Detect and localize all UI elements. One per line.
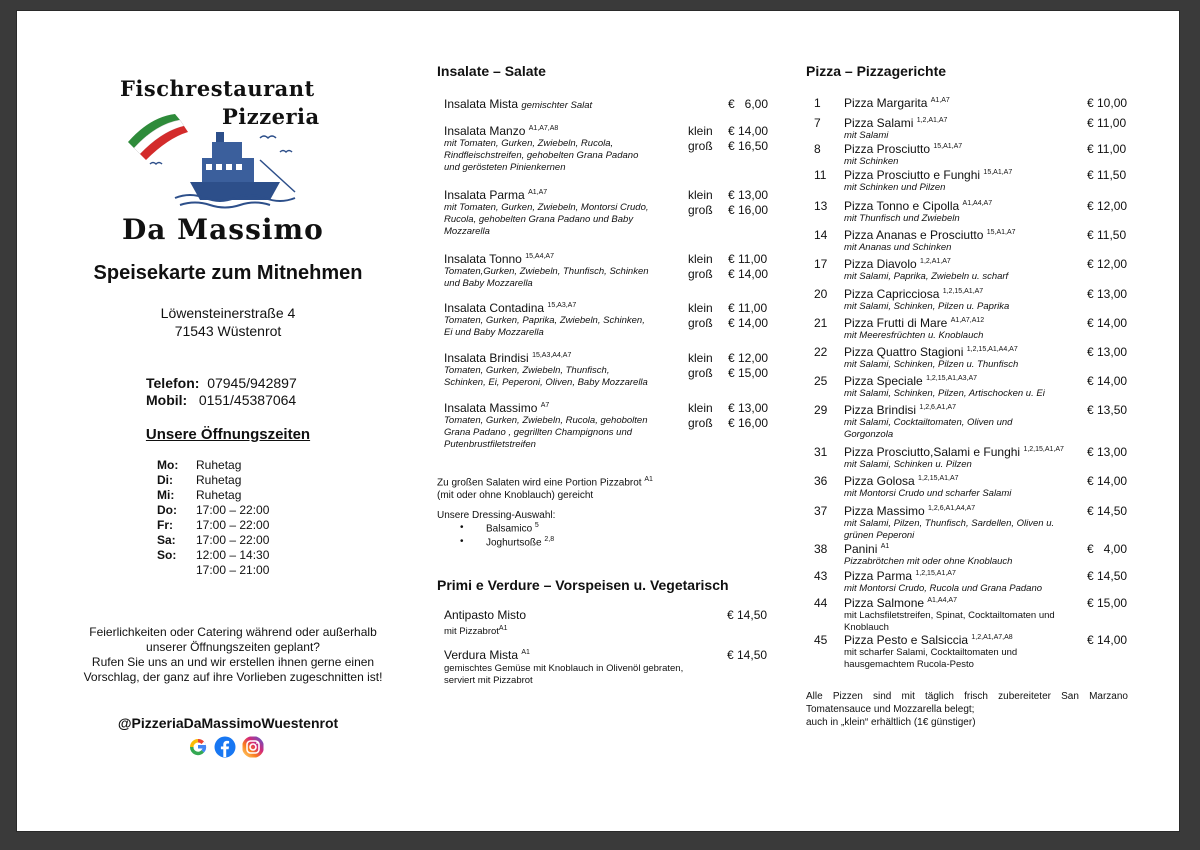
pizza-name-text: Pizza Salmone [844,596,925,610]
catering-line: unserer Öffnungszeiten geplant? [146,640,320,654]
item-name [444,97,592,111]
pizza-description-line: mit scharfer Salami, Cocktailtomaten und [844,647,1018,658]
hours-time: Ruhetag [196,488,242,502]
bread-note-text: Zu großen Salaten wird eine Portion Pizzabrot [437,477,642,489]
item-description-line: Rucola, gehobelten Grana Padano und Baby [444,214,634,225]
allergen-code: 1,2,6,A1,A7 [919,404,956,411]
pizza-description-line: Pizzabrötchen mit oder ohne Knoblauch [844,556,1013,567]
item-description-line: gemischtes Gemüse mit Knoblauch in Olivenöl gebraten, [444,663,684,674]
pizzas-title: Pizza – Pizzagerichte [806,63,947,79]
item-description-line: Tomaten, Gurken, Zwiebeln, Thunfisch, [444,365,610,376]
item-price: € 14,00 [728,316,769,330]
pizza-number: 20 [814,287,828,301]
item-description [444,623,507,638]
allergen-code: 15,A3,A7 [547,302,577,309]
pizza-description-line: mit Salami, Pilzen, Thunfisch, Sardellen, Oliven u. [844,518,1055,529]
item-description-line: Ei und Baby Mozzarella [444,327,544,338]
allergen-code: 15,A1,A7 [983,169,1013,176]
pizza-price: € 14,50 [1087,569,1128,583]
pizza-price: € 14,00 [1087,374,1128,388]
social-handle[interactable]: @PizzeriaDaMassimoWuestenrot [117,715,339,731]
item-description-line: Rindfleischstreifen, gehobelten Grana Padano [444,150,639,161]
catering-line: Feierlichkeiten oder Catering während oder außerhalb [89,625,377,639]
pizza-description [844,271,1084,283]
item-description-line: und Baby Mozzarella [444,278,533,289]
pizza-description [844,130,1084,142]
pizza-price: € 11,50 [1087,228,1127,242]
bread-note-text: (mit oder ohne Knoblauch) gereicht [437,490,594,502]
pizza-description [844,417,1084,441]
hours-day: Mo: [157,458,179,472]
size-label: groß [688,316,713,330]
size-label: klein [688,351,713,365]
footer-line: auch in „klein“ erhältlich (1€ günstiger) [806,717,976,728]
pizza-number: 14 [814,228,828,242]
starters-title: Primi e Verdure – Vorspeisen u. Vegetarisch [437,577,729,593]
allergen-code: A1 [521,649,530,656]
allergen-code: 1,2,15,A1,A3,A7 [926,375,978,382]
pizza-number: 45 [814,633,828,647]
phone-number[interactable]: 07945/942897 [207,375,297,391]
item-description [444,663,683,687]
bread-note [437,473,653,502]
pizza-description-line: grünen Peperoni [844,530,915,541]
pizza-name [844,228,1016,242]
hours-time: 17:00 – 21:00 [196,563,270,577]
pizza-description [844,488,1084,500]
dressing-name: Joghurtsoße [486,537,542,549]
item-description-line: Tomaten, Gurken, Paprika, Zwiebeln, Schinken, [444,315,645,326]
pizza-price: € 14,00 [1087,474,1128,488]
item-name-text: Verdura Mista [444,648,519,662]
pizza-number: 31 [814,445,828,459]
pizza-name-text: Pizza Prosciutto e Funghi [844,168,981,182]
size-label: groß [688,416,713,430]
item-price: € 16,50 [728,139,769,153]
pizza-number: 37 [814,504,828,518]
allergen-code: 1,2,15,A1,A4,A7 [966,346,1018,353]
pizza-name [844,633,1013,647]
item-price: € 6,00 [728,97,769,111]
item-name-text: Insalata Contadina [444,301,545,315]
item-description-line: Schinken, Ei, Peperoni, Oliven, Baby Mozzarella [444,377,648,388]
pizza-description [844,156,1084,168]
pizza-description-line: mit Salami, Schinken u. Pilzen [844,459,972,470]
hours-day: Sa: [157,533,176,547]
pizza-name [844,316,984,330]
pizza-name-text: Panini [844,542,878,556]
pizza-name-text: Pizza Brindisi [844,403,917,417]
allergen-code: A1 [644,476,653,483]
allergen-code: 1,2,6,A1,A4,A7 [928,505,976,512]
address-city: 71543 Wüstenrot [174,323,282,339]
bullet-icon: • [460,536,464,547]
item-description [444,315,645,339]
pizza-name [844,403,956,417]
item-inline-description: gemischter Salat [521,100,593,111]
item-description [444,202,649,238]
pizza-name-text: Pizza Speciale [844,374,923,388]
mobile-number[interactable]: 0151/45387064 [198,392,297,408]
pizza-description [844,301,1084,313]
item-name-text: Insalata Tonno [444,252,522,266]
page-title: Speisekarte zum Mitnehmen [93,262,363,284]
pizza-name [844,504,975,518]
allergen-code: 2,8 [544,536,555,543]
item-description-line: mit Tomaten, Gurken, Zwiebeln, Rucola, [444,138,614,149]
item-price: € 14,00 [728,124,769,138]
pizza-number: 36 [814,474,828,488]
dressing-name: Balsamico [486,523,533,535]
allergen-code: A1 [880,543,890,550]
item-name-text: Insalata Parma [444,188,525,202]
pizza-description-line: mit Montorsi Crudo, Rucola und Grana Padano [844,583,1043,594]
allergen-code: 15,A4,A7 [525,253,554,260]
allergen-code: 1,2,15,A1,A7 [1023,446,1064,453]
pizza-name-text: Pizza Capricciosa [844,287,940,301]
pizza-description-line: mit Meeresfrüchten u. Knoblauch [844,330,984,341]
pizza-description-line: mit Schinken und Pilzen [844,182,946,193]
pizza-number: 43 [814,569,828,583]
item-description [444,138,638,174]
bullet-icon: • [460,522,464,533]
dressing-title: Unsere Dressing-Auswahl: [437,510,556,521]
pizza-name [844,345,1018,359]
item-name [444,648,530,662]
item-description [444,415,648,451]
pizza-price: € 10,00 [1087,96,1128,110]
allergen-code: 1,2,15,A1,A7 [918,475,959,482]
pizza-name-text: Pizza Margarita [844,96,928,110]
pizza-number: 21 [814,316,828,330]
item-price: € 16,00 [728,416,769,430]
pizza-price: € 13,00 [1087,445,1128,459]
item-name [444,188,547,202]
footer-line: Alle Pizzen sind mit täglich frisch zubereiteter San Marzano [806,691,1128,702]
hours-time: 12:00 – 14:30 [196,548,270,562]
item-description-line: Tomaten,Gurken, Zwiebeln, Thunfisch, Schinken [444,266,649,277]
hours-time: 17:00 – 22:00 [196,518,270,532]
item-price: € 14,00 [728,267,769,281]
item-price: € 13,00 [728,401,769,415]
pizza-number: 22 [814,345,828,359]
item-description [444,365,648,389]
size-label: klein [688,124,713,138]
size-label: groß [688,366,713,380]
item-description-line: und gerösteten Pinienkernen [444,162,566,173]
pizza-price: € 12,00 [1087,199,1128,213]
phone-row: Telefon: 07945/942897 [146,375,297,391]
allergen-code: A1,A7 [528,189,548,196]
item-description-line: Grana Padano , gegrillten Champignons und [444,427,633,438]
size-label: groß [688,267,713,281]
item-name [444,124,558,138]
logo-name: Da Massimo [122,213,324,246]
pizza-description [844,459,1084,471]
pizza-number: 7 [814,116,821,130]
item-description-line: Mozzarella [444,226,490,237]
pizza-description-line: mit Salami, Schinken, Pilzen u. Thunfisch [844,359,1019,370]
pizza-name-text: Pizza Golosa [844,474,915,488]
pizza-price: € 14,00 [1087,633,1128,647]
pizza-description-line: mit Salami, Paprika, Zwiebeln u. scharf [844,271,1009,282]
item-description-line: serviert mit Pizzabrot [444,675,533,686]
catering-line: Vorschlag, der ganz auf ihre Vorlieben zugeschnitten ist! [83,670,383,684]
item-name-text: Insalata Manzo [444,124,526,138]
pizza-name-text: Pizza Parma [844,569,913,583]
pizza-description [844,182,1084,194]
pizza-price: € 14,00 [1087,316,1128,330]
pizza-description [844,330,1084,342]
pizza-description [844,647,1084,671]
pizza-name-text: Pizza Tonno e Cipolla [844,199,960,213]
pizza-description [844,583,1084,595]
pizza-price: € 11,00 [1087,116,1127,130]
allergen-code: A1,A4,A7 [927,597,957,604]
instagram-icon[interactable] [242,736,264,758]
pizza-price: € 13,00 [1087,287,1128,301]
pizza-name-text: Pizza Quattro Stagioni [844,345,964,359]
pizza-description-line: mit Lachsfiletstreifen, Spinat, Cocktailtomaten und [844,610,1055,621]
item-name [444,301,576,315]
hours-day: Do: [157,503,177,517]
item-description-line: Tomaten, Gurken, Zwiebeln, Rucola, gehobolten [444,415,648,426]
item-price: € 13,00 [728,188,769,202]
pizza-name-text: Pizza Pesto e Salsiccia [844,633,969,647]
item-price: € 15,00 [728,366,769,380]
pizza-name-text: Pizza Diavolo [844,257,917,271]
mobile-row: Mobil: 0151/45387064 [146,392,297,408]
opening-hours-title: Unsere Öffnungszeiten [145,426,311,443]
hours-day: So: [157,548,177,562]
hours-time: Ruhetag [196,458,242,472]
pizza-name-text: Pizza Prosciutto,Salami e Funghi [844,445,1021,459]
pizza-description [844,359,1084,371]
pizza-name [844,96,950,110]
allergen-code: 1,2,A1,A7 [920,258,951,265]
pizza-description-line: mit Ananas und Schinken [844,242,952,253]
hours-day: Fr: [157,518,173,532]
pizza-description [844,242,1084,254]
hours-day: Di: [157,473,173,487]
item-description-line: Putenbrustfiletstreifen [444,439,536,450]
pizza-description-line: Gorgonzola [844,429,894,440]
footer-line: Tomatensauce und Mozzarella belegt; [806,704,975,715]
pizza-number: 17 [814,257,828,271]
pizza-description-line: mit Salami, Schinken, Pilzen u. Paprika [844,301,1010,312]
item-name-text: Insalata Brindisi [444,351,529,365]
pizza-description-line: mit Salami, Cocktailtomaten, Oliven und [844,417,1013,428]
pizza-price: € 13,50 [1087,403,1128,417]
phone-label: Telefon [146,375,195,391]
allergen-code: A1,A7,A8 [528,125,559,132]
pizza-name [844,374,977,388]
allergen-code: 1,2,A1,A7,A8 [971,634,1013,641]
pizza-name [844,142,962,156]
item-description-line: mit Tomaten, Gurken, Zwiebeln, Montorsi Crudo, [444,202,649,213]
salads-title: Insalate – Salate [437,63,546,79]
pizza-number: 38 [814,542,828,556]
allergen-code: A1 [498,625,508,632]
allergen-code: A1,A4,A7 [962,200,993,207]
pizza-name [844,168,1012,182]
pizza-description [844,610,1084,634]
size-label: klein [688,301,713,315]
pizza-description-line: mit Montorsi Crudo und scharfer Salami [844,488,1012,499]
pizza-name-text: Pizza Prosciutto [844,142,931,156]
pizza-name-text: Pizza Salami [844,116,914,130]
catering-note [63,625,403,685]
pizza-name-text: Pizza Ananas e Prosciutto [844,228,984,242]
item-price: € 14,50 [727,648,768,662]
item-price: € 14,50 [727,608,768,622]
allergen-code: 1,2,15,A1,A7 [942,288,984,295]
hours-time: 17:00 – 22:00 [196,533,270,547]
pizza-price: € 15,00 [1087,596,1128,610]
pizza-name [844,445,1064,459]
allergen-code: A1,A7 [930,97,950,104]
item-price: € 11,00 [728,252,768,266]
pizza-name [844,542,889,556]
pizza-name-text: Pizza Massimo [844,504,925,518]
pizza-number: 1 [814,96,821,110]
item-price: € 11,00 [728,301,768,315]
facebook-icon[interactable] [214,736,236,758]
pizza-number: 11 [814,168,827,182]
pizza-description [844,518,1084,542]
pizza-number: 44 [814,596,828,610]
pizza-name-text: Pizza Frutti di Mare [844,316,948,330]
allergen-code: 15,A3,A4,A7 [532,352,572,359]
pizza-name [844,474,959,488]
pizza-number: 13 [814,199,828,213]
item-name: Antipasto Misto [444,608,527,622]
pizza-name [844,199,992,213]
item-description [444,266,649,290]
pizza-name [844,116,947,130]
size-label: klein [688,252,713,266]
item-price: € 12,00 [728,351,769,365]
pizza-price: € 11,50 [1087,168,1127,182]
pizza-price: € 4,00 [1087,542,1128,556]
dressing-item [486,522,539,534]
pizza-description-line: Knoblauch [844,622,889,633]
allergen-code: 15,A1,A7 [933,143,963,150]
pizza-name [844,287,983,301]
pizza-description [844,556,1084,568]
item-name [444,351,571,365]
logo-line-1: Fischrestaurant [120,76,315,101]
allergen-code: 1,2,A1,A7 [916,117,948,124]
pizza-number: 29 [814,403,828,417]
boat-logo-icon [120,112,310,212]
mobile-label: Mobil [146,392,183,408]
pizza-price: € 12,00 [1087,257,1128,271]
allergen-code: 1,2,15,A1,A7 [915,570,956,577]
item-description-text: mit Pizzabrot [444,626,499,638]
address-street: Löwensteinerstraße 4 [160,305,296,321]
google-icon[interactable] [187,736,209,758]
hours-time: 17:00 – 22:00 [196,503,270,517]
allergen-code: 5 [534,522,539,529]
allergen-code: A1,A7,A12 [950,317,985,324]
item-name [444,401,549,415]
pizza-name [844,596,957,610]
pizza-price: € 14,50 [1087,504,1128,518]
pizza-description [844,388,1084,400]
pizza-price: € 13,00 [1087,345,1128,359]
item-name-text: Insalata Mista [444,97,519,111]
pizza-price: € 11,00 [1087,142,1127,156]
item-name [444,252,554,266]
catering-line: Rufen Sie uns an und wir erstellen ihnen gerne einen [91,655,375,669]
allergen-code: A7 [540,402,550,409]
hours-time: Ruhetag [196,473,242,487]
size-label: klein [688,188,713,202]
pizza-footer-note [806,690,1128,729]
pizza-name [844,569,956,583]
item-name-text: Insalata Massimo [444,401,538,415]
pizza-description [844,213,1084,225]
pizza-number: 8 [814,142,821,156]
pizza-description-line: hausgemachtem Rucola-Pesto [844,659,974,670]
allergen-code: 15,A1,A7 [986,229,1016,236]
item-price: € 16,00 [728,203,769,217]
pizza-description-line: mit Schinken [844,156,899,167]
pizza-description-line: mit Thunfisch und Zwiebeln [844,213,960,224]
size-label: groß [688,203,713,217]
pizza-description-line: mit Salami [844,130,889,141]
logo-line-2: Pizzeria [222,104,320,129]
pizza-number: 25 [814,374,828,388]
size-label: groß [688,139,713,153]
size-label: klein [688,401,713,415]
hours-day: Mi: [157,488,175,502]
pizza-name [844,257,951,271]
pizza-description-line: mit Salami, Schinken, Pilzen, Artischocken u. Ei [844,388,1045,399]
dressing-item [486,536,554,548]
